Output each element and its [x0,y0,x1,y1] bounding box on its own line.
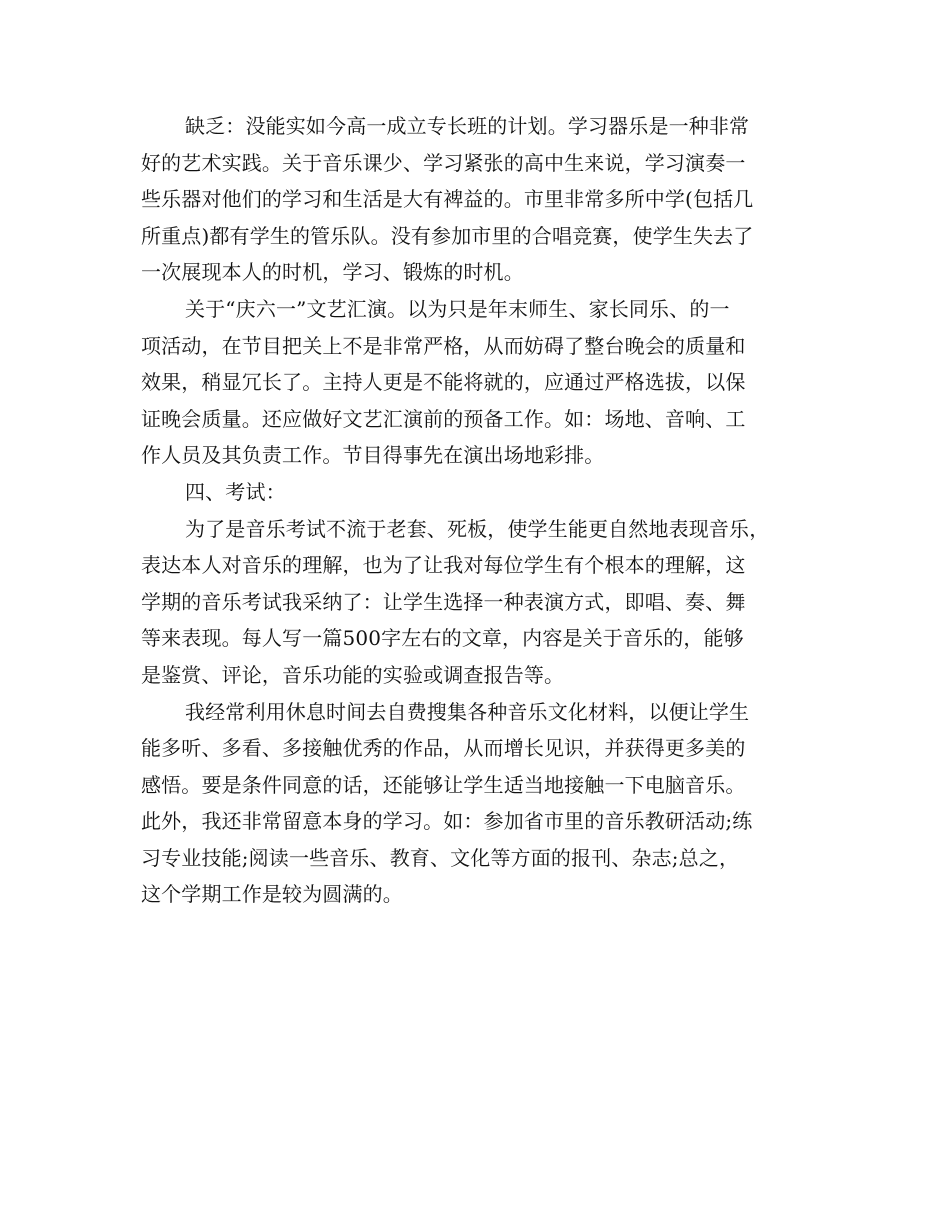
text-line: 项活动，在节目把关上不是非常严格，从而妨碍了整台晚会的质量和 [141,333,746,358]
text-line: 一次展现本人的时机，学习、锻炼的时机。 [141,260,524,285]
text-line: 好的艺术实践。关于音乐课少、学习紧张的高中生来说，学习演奏一 [141,150,746,175]
paragraph-exam-method [141,511,831,694]
text-line: 此外，我还非常留意本身的学习。如：参加省市里的音乐教研活动;练 [141,809,753,834]
text-line: 表达本人对音乐的理解，也为了让我对每位学生有个根本的理解，这 [141,553,746,578]
document-body [141,108,831,913]
text-line: 是鉴赏、评论，音乐功能的实验或调查报告等。 [141,662,565,687]
text-line: 学期的音乐考试我采纳了：让学生选择一种表演方式，即唱、奏、舞 [141,589,746,614]
text-line: 缺乏：没能实如今高一成立专长班的计划。学习器乐是一种非常 [185,114,750,138]
text-line: 等来表现。每人写一篇500字左右的文章，内容是关于音乐的，能够 [141,626,744,651]
text-line: 感悟。要是条件同意的话，还能够让学生适当地接触一下电脑音乐。 [141,772,746,797]
text-line: 作人员及其负责工作。节目得事先在演出场地彩排。 [141,443,605,468]
text-line: 证晚会质量。还应做好文艺汇演前的预备工作。如：场地、音响、工 [141,406,746,431]
text-line: 些乐器对他们的学习和生活是大有裨益的。市里非常多所中学(包括几 [141,187,754,212]
text-line: 能多听、多看、多接触优秀的作品，从而增长见识，并获得更多美的 [141,736,746,761]
text-line: 我经常利用休息时间去自费搜集各种音乐文化材料，以便让学生 [185,699,750,724]
text-line: 效果，稍显冗长了。主持人更是不能将就的，应通过严格选拔，以保 [141,370,746,395]
paragraph-self-study [141,694,831,914]
text-line: 习专业技能;阅读一些音乐、教育、文化等方面的报刊、杂志;总之， [141,845,740,870]
text-line: 为了是音乐考试不流于老套、死板，使学生能更自然地表现音乐， [185,516,770,541]
paragraph-childrens-day-performance [141,291,831,474]
text-line: 这个学期工作是较为圆满的。 [141,882,403,907]
section-heading: 四、考试： [185,479,286,504]
paragraph-lack-of-specialty-class [141,108,831,291]
text-line: 关于“庆六一”文艺汇演。以为只是年末师生、家长同乐、的一 [185,296,730,321]
text-line: 所重点)都有学生的管乐队。没有参加市里的合唱竞赛，使学生失去了 [141,223,754,248]
section-heading-exam [141,474,831,511]
